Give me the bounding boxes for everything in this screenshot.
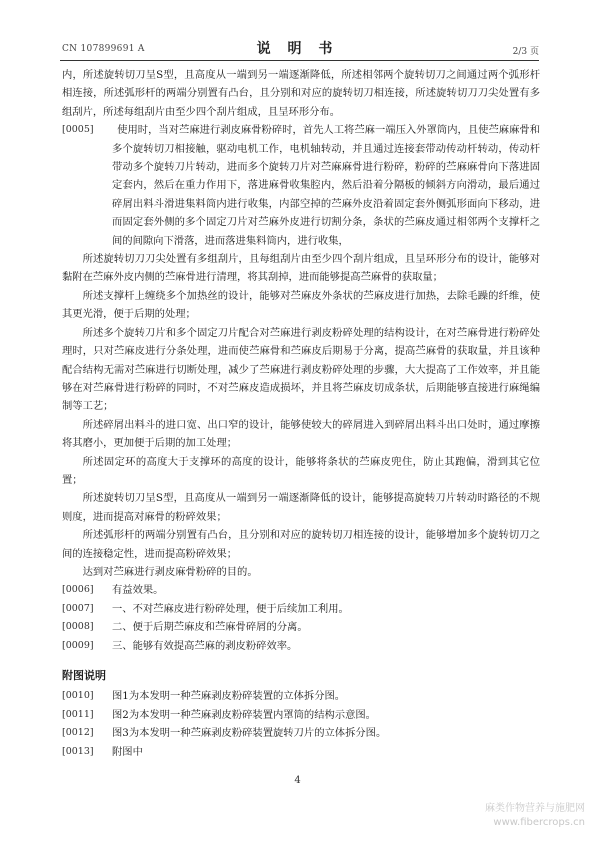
paragraph-0006: [62, 581, 540, 599]
paragraph-number: [0010]: [62, 690, 94, 702]
effect-paragraph-1: 所述旋转切刀刀尖处置有多组刮片，且每组刮片由至少四个刮片组成，且呈环形分布的设计，能够对黏附在苎麻外皮内侧的苎麻骨进行清理，将其刮掉，进而能够提高苎麻骨的获取量；: [62, 253, 540, 284]
paragraph-0009: [62, 637, 540, 655]
paragraph-number: [0011]: [62, 708, 94, 720]
paragraph-number: [0007]: [62, 602, 94, 614]
paragraph-number: [0009]: [62, 639, 94, 651]
watermark-title: 麻类作物营养与施肥网: [485, 803, 585, 814]
paragraph-number: [0008]: [62, 621, 94, 633]
watermark-url: www.fibercrops.cn: [493, 817, 585, 828]
effect-paragraph-4: 所述碎屑出料斗的进口宽、出口窄的设计，能够使较大的碎屑进入到碎屑出料斗出口处时，通过摩擦将其磨小，更加便于后期的加工处理；: [62, 418, 540, 450]
section-heading: 附图说明: [62, 669, 106, 682]
paragraph-0005: [62, 121, 540, 250]
header-rule: [60, 60, 539, 61]
paragraph-number: [0013]: [62, 745, 94, 757]
paragraph-text: 图3为本发明一种苎麻剥皮粉碎装置旋转刀片的立体拆分图。: [112, 727, 387, 740]
paragraph-0011: [62, 706, 540, 724]
paragraph-text: 一、不对苎麻皮进行粉碎处理，便于后续加工利用。: [112, 602, 349, 615]
paragraph-text: 使用时，当对苎麻进行剥皮麻骨粉碎时，首先人工将苎麻一端压入外罩筒内，且使苎麻麻骨和多个旋转切刀相接触，驱动电机工作，电机轴转动，并且通过连接套带动传动杆转动，传动杆带动多个旋转刀片转动，进而多个旋转刀片对苎麻麻骨进行粉碎，粉碎的苎麻麻骨向下落进固定套内，然后在重力作用下，落进麻骨收集腔内，然后沿着分隔板的倾斜方向滑动，最后通过碎屑出料斗滑进集料筒内进行收集，内部空掉的苎麻外皮沿着固定套外侧弧形面向下移动，进而固定套外侧的多个固定刀片对苎麻外皮进行切割分条，条状的苎麻皮通过相邻两个支撑杆之间的间隙向下滑落，进而落进集料筒内，进行收集，: [112, 124, 540, 247]
paragraph-0008: [62, 618, 540, 636]
watermark: [455, 802, 585, 830]
effect-paragraph-8: 达到对苎麻进行剥皮麻骨粉碎的目的。: [82, 565, 258, 578]
paragraph-0012: [62, 724, 540, 742]
paragraph-number: [0006]: [62, 584, 94, 596]
paragraph-number: [0012]: [62, 727, 94, 739]
document-body: [62, 66, 540, 761]
effect-paragraph-6: 所述旋转切刀呈S型，且高度从一端到另一端逐渐降低的设计，能够提高旋转刀片转动时路径的不规则度，进而提高对麻骨的粉碎效果；: [62, 492, 540, 523]
effect-paragraph-5: 所述固定环的高度大于支撑环的高度的设计，能够将条状的苎麻皮兜住，防止其跑偏，滑到其它位置；: [62, 455, 540, 486]
effect-paragraph-7: 所述弧形杆的两端分别置有凸台，且分别和对应的旋转切刀相连接的设计，能够增加多个旋转切刀之间的连接稳定性，进而提高粉碎效果；: [62, 529, 540, 560]
paragraph-number: [0005]: [62, 124, 94, 136]
paragraph-text: 二、便于后期苎麻皮和苎麻骨碎屑的分离。: [112, 621, 308, 634]
header-title: 说 明 书: [256, 41, 339, 57]
paragraph-text: 图2为本发明一种苎麻剥皮粉碎装置内罩筒的结构示意图。: [112, 708, 376, 721]
paragraph-0013: [62, 743, 540, 761]
effect-paragraph-3: 所述多个旋转刀片和多个固定刀片配合对苎麻进行剥皮粉碎处理的结构设计，在对苎麻骨进行粉碎处理时，只对苎麻皮进行分条处理，进而使苎麻骨和苎麻皮后期易于分离，提高苎麻骨的获取量，并且该种配合结构无需对苎麻进行切断处理，减少了苎麻进行剥皮粉碎处理的步骤，大大提高了工作效率，并且能够在对苎麻骨进行粉碎的同时，不对苎麻皮造成损坏，并且将苎麻皮切成条状，后期能够直接进行麻绳编制等工艺；: [62, 326, 540, 413]
effect-paragraph-2: 所述支撑杆上缠绕多个加热丝的设计，能够对苎麻皮外条状的苎麻皮进行加热，去除毛躁的纤维，使其更光滑，便于后期的处理；: [62, 289, 540, 321]
paragraph-0007: [62, 600, 540, 618]
paragraph-text: 附图中: [112, 745, 143, 758]
page-number: 4: [294, 775, 301, 786]
page-indicator: 2/3 页: [512, 47, 539, 57]
paragraph-text: 图1为本发明一种苎麻剥皮粉碎装置的立体拆分图。: [112, 690, 346, 703]
paragraph-continuation: 内，所述旋转切刀呈S型，且高度从一端到另一端逐渐降低，所述相邻两个旋转切刀之间通过两个弧形杆相连接，所述弧形杆的两端分别置有凸台，且分别和对应的旋转切刀相连接，所述旋转切刀刀尖处置有多组刮片，所述每组刮片由至少四个刮片组成，且呈环形分布。: [62, 69, 540, 118]
paragraph-text: 三、能够有效提高苎麻的剥皮粉碎效率。: [112, 639, 298, 652]
doc-number: CN 107899691 A: [62, 44, 145, 54]
page-header: [0, 38, 595, 62]
paragraph-text: 有益效果。: [112, 584, 164, 597]
paragraph-0010: [62, 687, 540, 705]
